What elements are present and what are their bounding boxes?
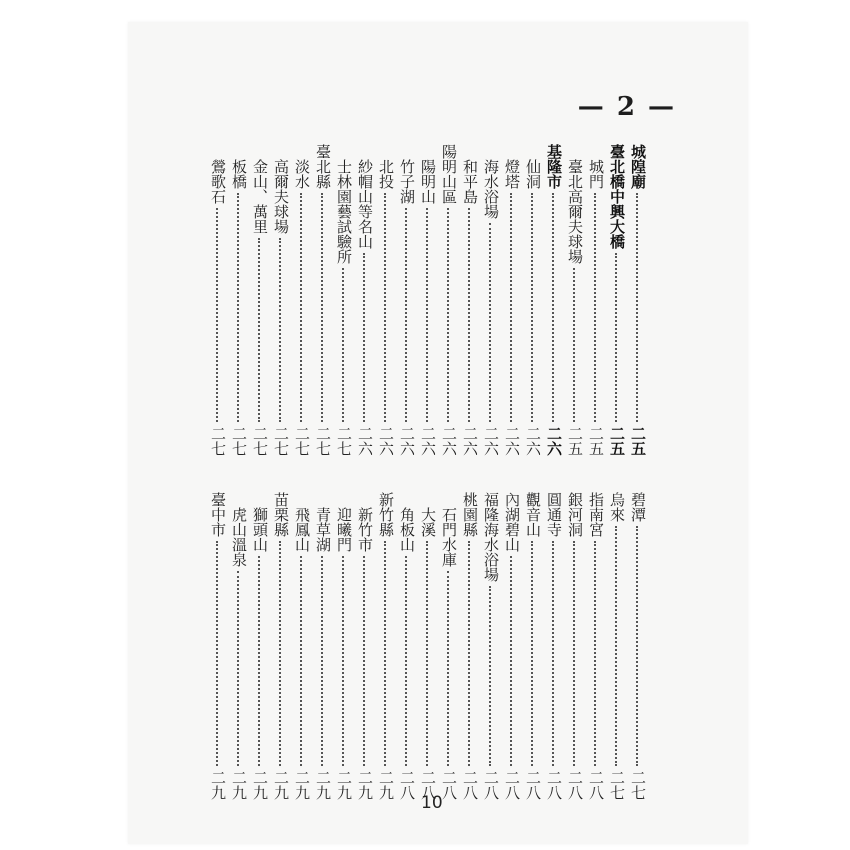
toc-entry-title: 臺北高爾夫球場	[566, 159, 584, 264]
toc-entry-page: 二九	[335, 770, 353, 800]
toc-entry	[522, 492, 543, 800]
toc-entry	[543, 492, 564, 800]
toc-entry	[564, 492, 585, 800]
toc-entry-page: 二七	[608, 770, 626, 800]
toc-entry	[480, 492, 501, 800]
toc-entry-title: 觀音山	[524, 492, 542, 537]
toc-entry	[291, 492, 312, 800]
toc-entry-page: 二八	[587, 770, 605, 800]
toc-leader-dots	[300, 556, 302, 766]
toc-entry-page: 二七	[314, 426, 332, 456]
toc-entry-title: 城隍廟	[629, 144, 647, 189]
toc-entry	[459, 492, 480, 800]
toc-entry-title: 虎山溫泉	[230, 507, 248, 567]
toc-leader-dots	[321, 556, 323, 766]
toc-leader-dots	[510, 556, 512, 766]
toc-entry-page: 二八	[440, 770, 458, 800]
toc-leader-dots	[216, 208, 218, 422]
toc-entry	[480, 144, 501, 456]
toc-entry-page: 二八	[503, 770, 521, 800]
toc-entry-title: 青草湖	[314, 507, 332, 552]
toc-leader-dots	[615, 253, 617, 422]
toc-entry	[270, 492, 291, 800]
toc-entry-page: 二九	[209, 770, 227, 800]
toc-entry-page: 二八	[524, 770, 542, 800]
toc-entry-page: 二六	[461, 426, 479, 456]
toc-entry-page: 二七	[209, 426, 227, 456]
toc-entry-page: 二六	[503, 426, 521, 456]
toc-entry	[291, 144, 312, 456]
toc-entry-page: 二九	[230, 770, 248, 800]
toc-entry	[417, 492, 438, 800]
toc-entry-title: 淡水	[293, 159, 311, 189]
toc-entry	[522, 144, 543, 456]
toc-entry	[270, 144, 291, 456]
toc-leader-dots	[405, 556, 407, 766]
toc-entry	[417, 144, 438, 456]
toc-entry-page: 二五	[629, 426, 647, 456]
toc-entry-page: 二九	[272, 770, 290, 800]
toc-leader-dots	[300, 193, 302, 422]
toc-leader-dots	[216, 541, 218, 766]
toc-entry-page: 二七	[335, 426, 353, 456]
toc-leader-dots	[426, 208, 428, 422]
toc-entry-title: 烏來	[608, 492, 626, 522]
toc-entry-page: 二六	[377, 426, 395, 456]
toc-entry	[333, 144, 354, 456]
toc-leader-dots	[573, 541, 575, 766]
toc-entry	[627, 492, 648, 800]
toc-entry-title: 苗栗縣	[272, 492, 290, 537]
toc-leader-dots	[426, 541, 428, 766]
toc-entry-title: 銀河洞	[566, 492, 584, 537]
page-folio-number: 10	[421, 793, 443, 813]
toc-entry-page: 二五	[587, 426, 605, 456]
toc-entry	[501, 492, 522, 800]
toc-entry-title: 基隆市	[545, 144, 563, 189]
toc-leader-dots	[384, 541, 386, 766]
toc-entry-page: 二九	[314, 770, 332, 800]
toc-entry	[312, 492, 333, 800]
toc-entry-title: 指南宮	[587, 492, 605, 537]
toc-entry-title: 角板山	[398, 507, 416, 552]
toc-leader-dots	[573, 268, 575, 422]
toc-entry-page: 二五	[608, 426, 626, 456]
toc-entry-title: 海水浴場	[482, 159, 500, 219]
toc-entry-title: 北投	[377, 159, 395, 189]
toc-entry-page: 二七	[230, 426, 248, 456]
toc-leader-dots	[636, 526, 638, 766]
toc-entry	[459, 144, 480, 456]
toc-entry-title: 圓通寺	[545, 492, 563, 537]
toc-leader-dots	[447, 571, 449, 766]
toc-entry	[396, 144, 417, 456]
toc-upper-block	[207, 144, 648, 456]
toc-entry-title: 竹子湖	[398, 159, 416, 204]
toc-entry-page: 二七	[293, 426, 311, 456]
toc-entry-page: 二八	[419, 770, 437, 800]
toc-entry-title: 內湖碧山	[503, 492, 521, 552]
toc-entry	[375, 144, 396, 456]
toc-leader-dots	[363, 556, 365, 766]
toc-leader-dots	[594, 541, 596, 766]
toc-entry-title: 獅頭山	[251, 507, 269, 552]
toc-entry-page: 二六	[419, 426, 437, 456]
toc-entry-title: 仙洞	[524, 159, 542, 189]
toc-entry	[207, 144, 228, 456]
page-header-number: — 2 —	[577, 92, 676, 122]
toc-leader-dots	[258, 238, 260, 422]
toc-leader-dots	[321, 193, 323, 422]
toc-entry-title: 紗帽山等名山	[356, 159, 374, 249]
toc-entry-page: 二九	[251, 770, 269, 800]
toc-entry-page: 二八	[461, 770, 479, 800]
toc-leader-dots	[237, 571, 239, 766]
toc-leader-dots	[447, 208, 449, 422]
toc-entry	[585, 492, 606, 800]
toc-entry-page: 二八	[482, 770, 500, 800]
toc-leader-dots	[510, 193, 512, 422]
toc-entry-title: 板橋	[230, 159, 248, 189]
toc-leader-dots	[237, 193, 239, 422]
toc-entry-title: 碧潭	[629, 492, 647, 522]
toc-entry-page: 二七	[251, 426, 269, 456]
toc-entry-title: 陽明山區	[440, 144, 458, 204]
toc-leader-dots	[615, 526, 617, 766]
toc-entry	[543, 144, 564, 456]
toc-leader-dots	[531, 193, 533, 422]
toc-leader-dots	[405, 208, 407, 422]
toc-entry-title: 城門	[587, 159, 605, 189]
toc-entry-title: 士林園藝試驗所	[335, 159, 353, 264]
toc-entry-page: 二六	[524, 426, 542, 456]
toc-leader-dots	[363, 253, 365, 422]
toc-entry	[207, 492, 228, 800]
toc-entry-page: 二五	[566, 426, 584, 456]
toc-entry	[606, 492, 627, 800]
toc-entry	[438, 144, 459, 456]
toc-leader-dots	[531, 541, 533, 766]
toc-leader-dots	[552, 541, 554, 766]
toc-entry	[501, 144, 522, 456]
toc-entry	[606, 144, 627, 456]
toc-leader-dots	[342, 556, 344, 766]
toc-lower-block	[207, 492, 648, 800]
toc-entry-title: 金山、萬里	[251, 159, 269, 234]
toc-entry-page: 二八	[566, 770, 584, 800]
toc-leader-dots	[468, 541, 470, 766]
toc-entry-title: 高爾夫球場	[272, 159, 290, 234]
toc-entry	[312, 144, 333, 456]
book-page	[128, 22, 748, 844]
toc-entry-page: 二六	[482, 426, 500, 456]
toc-entry	[333, 492, 354, 800]
toc-leader-dots	[384, 193, 386, 422]
toc-entry	[396, 492, 417, 800]
toc-entry-page: 二八	[545, 770, 563, 800]
toc-entry-page: 二六	[356, 426, 374, 456]
toc-entry-title: 新竹市	[356, 507, 374, 552]
toc-entry-title: 大溪	[419, 507, 437, 537]
toc-entry-title: 臺中市	[209, 492, 227, 537]
toc-leader-dots	[342, 268, 344, 422]
toc-entry-page: 二九	[377, 770, 395, 800]
toc-entry-title: 石門水庫	[440, 507, 458, 567]
toc-leader-dots	[489, 223, 491, 422]
toc-entry-title: 燈塔	[503, 159, 521, 189]
toc-leader-dots	[258, 556, 260, 766]
toc-entry	[354, 144, 375, 456]
toc-entry-title: 和平島	[461, 159, 479, 204]
toc-entry	[375, 492, 396, 800]
toc-entry	[228, 144, 249, 456]
toc-entry-page: 二七	[272, 426, 290, 456]
toc-leader-dots	[468, 208, 470, 422]
toc-leader-dots	[552, 193, 554, 422]
toc-leader-dots	[279, 541, 281, 766]
toc-entry-title: 福隆海水浴場	[482, 492, 500, 582]
toc-entry-title: 陽明山	[419, 159, 437, 204]
toc-entry-title: 臺北縣	[314, 144, 332, 189]
toc-leader-dots	[594, 193, 596, 422]
toc-leader-dots	[489, 586, 491, 766]
toc-entry-page: 二七	[629, 770, 647, 800]
toc-entry-page: 二六	[440, 426, 458, 456]
toc-entry-title: 飛鳳山	[293, 507, 311, 552]
toc-entry	[249, 144, 270, 456]
toc-leader-dots	[636, 193, 638, 422]
toc-entry	[438, 492, 459, 800]
toc-entry-page: 二八	[398, 770, 416, 800]
toc-entry	[249, 492, 270, 800]
toc-entry-page: 二九	[293, 770, 311, 800]
toc-entry	[585, 144, 606, 456]
toc-leader-dots	[279, 238, 281, 422]
toc-entry-title: 臺北橋中興大橋	[608, 144, 626, 249]
toc-entry-page: 二六	[545, 426, 563, 456]
toc-entry-title: 新竹縣	[377, 492, 395, 537]
toc-entry	[564, 144, 585, 456]
toc-entry	[627, 144, 648, 456]
toc-entry-title: 鶯歌石	[209, 159, 227, 204]
toc-entry	[228, 492, 249, 800]
toc-entry-page: 二九	[356, 770, 374, 800]
toc-entry-title: 桃園縣	[461, 492, 479, 537]
toc-entry-title: 迎曦門	[335, 507, 353, 552]
toc-entry	[354, 492, 375, 800]
toc-entry-page: 二六	[398, 426, 416, 456]
